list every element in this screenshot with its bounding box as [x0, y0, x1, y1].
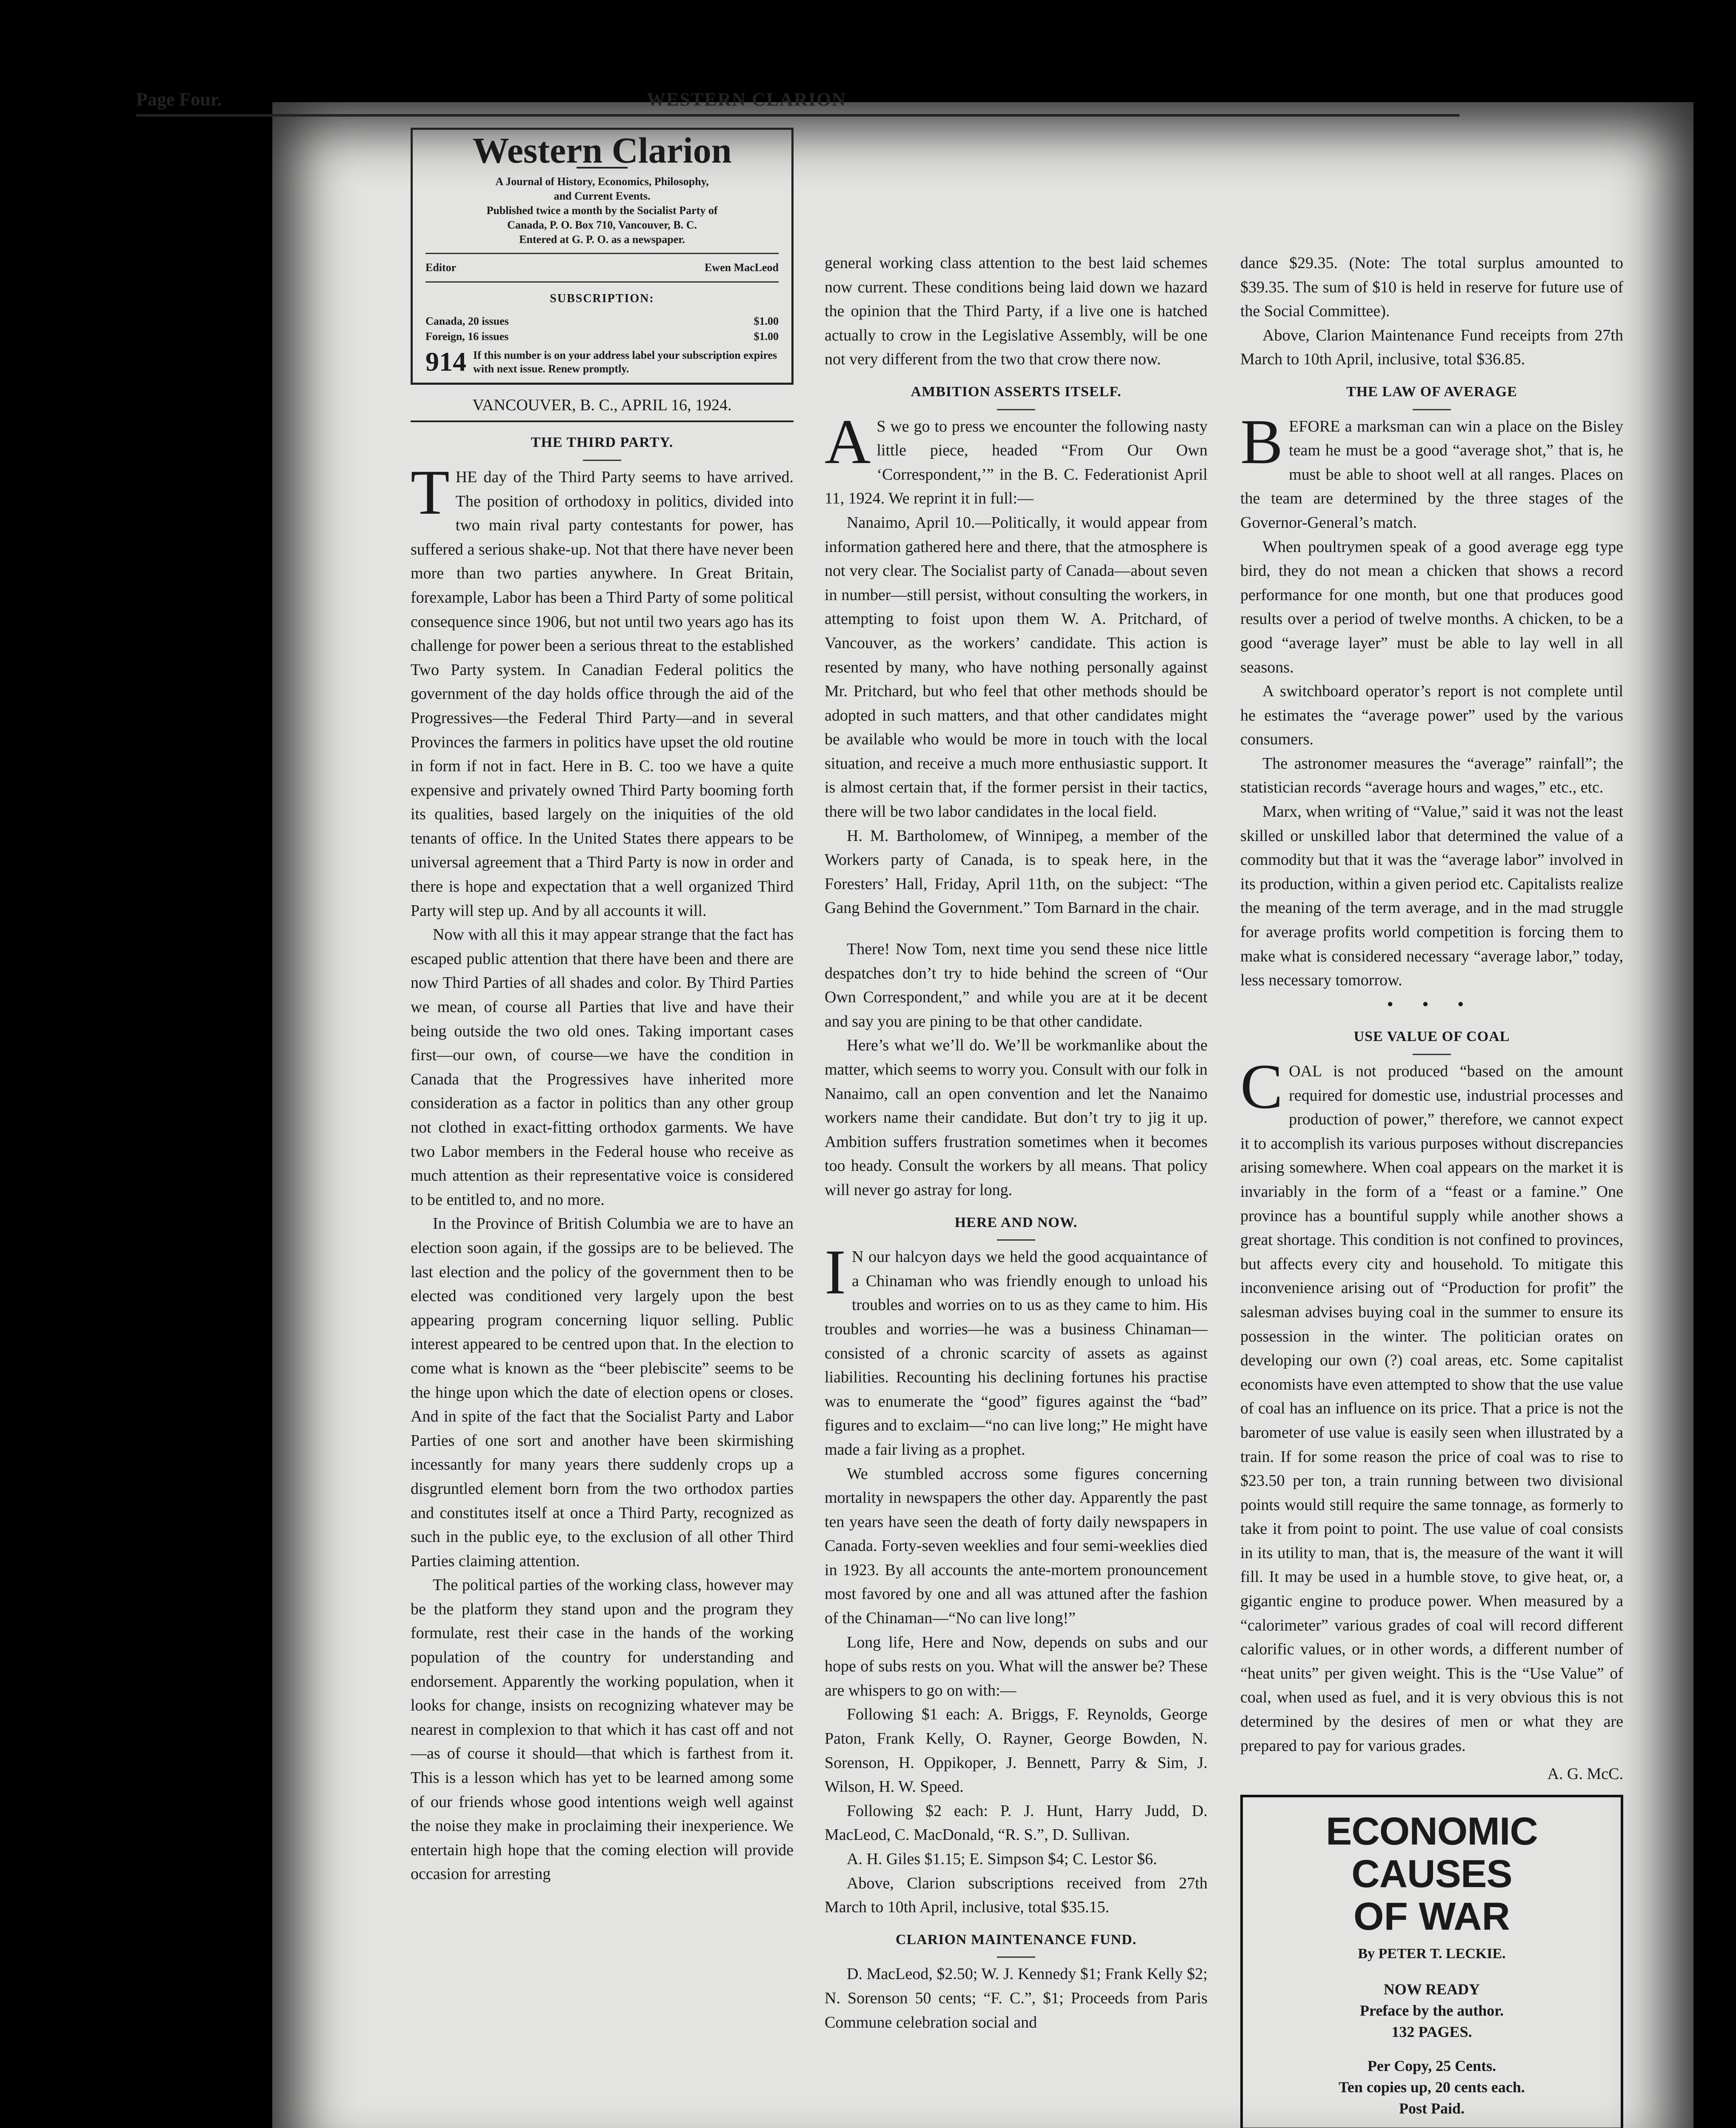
article-title-ambition: AMBITION ASSERTS ITSELF.: [825, 380, 1208, 410]
masthead-box: [411, 128, 794, 385]
article-paragraph: The astronomer measures the “average” rainfall”; the statistician records “average hours and wages,” etc., etc.: [1240, 754, 1623, 797]
renewal-notice: [425, 346, 779, 377]
article-title-here-now: HERE AND NOW.: [825, 1211, 1208, 1241]
masthead-title: Western Clarion: [472, 130, 732, 171]
dateline: VANCOUVER, B. C., APRIL 16, 1924.: [411, 393, 794, 423]
author-signature: A. G. McC.: [1547, 1765, 1623, 1783]
masthead-line-5: Entered at G. P. O. as a newspaper.: [519, 233, 685, 246]
article-paragraph: H. M. Bartholomew, of Winnipeg, a member of the Workers party of Canada, is to speak here, in the Foresters’ Hall, Friday, April 11th, on the subject: “The Gang Behind the Government.” Tom Barnard in the chair.: [825, 827, 1208, 917]
article-paragraph: Marx, when writing of “Value,” said it was not the least skilled or unskilled labor that determined the value of a commodity but that it was the “average labor” involved in its production, within a given period etc. Capitalists realize the meaning of the term average, and in the mad struggle for average profits world competition is forcing them to make what is considered necessary “average labor,” today, less necessary tomorrow.: [1240, 803, 1623, 990]
masthead-line-4: Canada, P. O. Box 710, Vancouver, B. C.: [507, 218, 697, 231]
article-paragraph: Long life, Here and Now, depends on subs and our hope of subs rests on you. What will the answer be? These are whispers to go on with:—: [825, 1633, 1208, 1699]
masthead-editor: [425, 253, 779, 283]
subscription-label: SUBSCRIPTION:: [550, 292, 654, 306]
running-title: WESTERN CLARION: [647, 89, 846, 110]
drop-cap: T: [411, 457, 450, 528]
article-paragraph: I N our halcyon days we held the good acquaintance of a Chinaman who was friendly enough to unload his troubles and worries on to us as they came to him. His troubles and worries—he was a business Chinaman— consisted of a chronic scarcity of assets as against liabilities. Recounting his declining fortunes his practise was to enumerate the “good” figures against the “bad” figures and to exclaim—“no can live long;” He might have made a fair living as a prophet.: [825, 1237, 1208, 1459]
ad-price: Ten copies up, 20 cents each.: [1339, 2079, 1525, 2096]
article-paragraph: Here’s what we’ll do. We’ll be workmanlike about the matter, which seems to worry you. Consult with our folk in Nanaimo, call an open convention and let the Nanaimo workers name their candidate. But don’t try to jig it up. Ambition suffers frustration sometimes when it becomes too heady. Consult the workers by all means. That policy will never go astray for long.: [825, 1036, 1208, 1199]
editor-label: Editor: [425, 261, 457, 274]
renewal-text: If this number is on your address label your subscription expires with next issue. Renew promptly.: [473, 349, 777, 375]
ad-line: 132 PAGES.: [1391, 2023, 1472, 2041]
ad-line: NOW READY: [1383, 1981, 1480, 1998]
article-paragraph: Above, Clarion subscriptions received from 27th March to 10th April, inclusive, total $35.15.: [825, 1874, 1208, 1916]
article-paragraph: A. H. Giles $1.15; E. Simpson $4; C. Lestor $6.: [847, 1850, 1157, 1868]
column-2: [825, 251, 1208, 2031]
rate-price: $1.00: [754, 330, 779, 343]
article-paragraph: BEFORE a marksman can win a place on the Bisley team he must be a good “average shot,” that is, he must be able to shoot well at all ranges. Places on the team are determined by the three stages of the Governor-General’s match.: [1240, 406, 1623, 532]
ad-price: Post Paid.: [1399, 2100, 1465, 2117]
article-paragraph: Nanaimo, April 10.—Politically, it would appear from information gathered here and there, that the atmosphere is not very clear. The Socialist party of Canada—about seven in number—still persist, without consulting the workers, in attempting to foist upon them W. A. Pritchard, of Vancouver, as the workers’ candidate. This action is resented by many, who have nothing personally against Mr. Pritchard, but who feel that other methods should be adopted in such matters, and that other candidates might be available who would be more in touch with the local situation, and receive a much more enthusiastic support. It is almost certain that, if the former persist in their tactics, there will be two labor candidates in the local field.: [825, 513, 1208, 821]
column-1: [411, 128, 794, 2017]
rate-row-foreign: [425, 329, 779, 344]
article-paragraph: When poultrymen speak of a good average egg type bird, they do not mean a chicken that shows a record performance for one month, but one that produces good results over a period of twelve months. A chicken, to be a good “average layer” must be able to lay well in all seasons.: [1240, 538, 1623, 676]
masthead-line-3: Published twice a month by the Socialist Party of: [486, 204, 718, 217]
ad-title-line-2: OF WAR: [1353, 1894, 1510, 1938]
drop-cap: I: [825, 1237, 846, 1308]
article-title-third-party: THE THIRD PARTY.: [411, 431, 794, 461]
rate-label: Foreign, 16 issues: [425, 330, 509, 343]
rate-row-canada: [425, 314, 779, 329]
ad-price: Per Copy, 25 Cents.: [1367, 2057, 1496, 2075]
article-paragraph: In the Province of British Columbia we are to have an election soon again, if the gossips are to be believed. The last election and the policy of the government then to be elected was conditioned very largely upon the best appearing program concerning liquor selling. Public interest appeared to be centred upon that. In the election to come what is known as the “beer plebiscite” seems to be the hinge upon which the date of election opens or closes. And in spite of the fact that the Socialist Party and Labor Parties of one sort and another have been skirmishing incessantly for many years there suddenly crops up a disgruntled element born from the two orthodox parties and constitutes itself at once a Third Party, recognized as such in the public eye, to the exclusion of all other Third Parties claiming attention.: [411, 1215, 794, 1570]
rate-label: Canada, 20 issues: [425, 315, 509, 327]
article-paragraph: Following $1 each: A. Briggs, F. Reynolds, George Paton, Frank Kelly, O. Rayner, George Bowden, N. Sorenson, H. Oppikoper, J. Bennett, Parry & Sim, J. Wilson, H. W. Speed.: [825, 1705, 1208, 1796]
article-continuation: dance $29.35. (Note: The total surplus amounted to $39.35. The sum of $10 is held in reserve for future use of the Social Committee).: [1240, 254, 1623, 320]
section-divider: • • •: [1387, 995, 1476, 1013]
article-paragraph: We stumbled accross some figures concerning mortality in newspapers the other day. Apparently the past ten years have seen the death of forty daily newspapers in Canada. Forty-seven weeklies and four semi-weeklies died in 1923. By all accounts the ante-mortem pronouncement most favored by one and all was attuned after the fashion of the Chinaman—“No can live long!”: [825, 1464, 1208, 1627]
masthead-line-2: and Current Events.: [554, 189, 651, 202]
rate-price: $1.00: [754, 315, 779, 327]
article-title-law-of-average: THE LAW OF AVERAGE: [1240, 380, 1623, 410]
article-paragraph: A switchboard operator’s report is not complete until he estimates the “average power” used by the various consumers.: [1240, 682, 1623, 749]
drop-cap: C: [1240, 1051, 1283, 1122]
article-paragraph: Above, Clarion Maintenance Fund receipts from 27th March to 10th April, inclusive, total $36.85.: [1240, 326, 1623, 369]
article-paragraph: Following $2 each: P. J. Hunt, Harry Judd, D. MacLeod, C. MacDonald, “R. S.”, D. Sullivan.: [825, 1802, 1208, 1844]
article-paragraph: Now with all this it may appear strange that the fact has escaped public attention that there have been and there are now Third Parties of all shades and color. By Third Parties we mean, of course all Parties that live and have their being outside the two old ones. Taking important cases first—our own, of course—we have the condition in Canada that the Progressives have inherited more consideration as a factor in politics than any other group not clothed in exact-fitting orthodox garments. We have two Labor members in the Federal house who receive as much attention as their representative voice is considered to be entitled to, and no more.: [411, 926, 794, 1209]
article-paragraph: D. MacLeod, $2.50; W. J. Kennedy $1; Frank Kelly $2; N. Sorenson 50 cents; “F. C.”, $1; Proceeds from Paris Commune celebration social and: [825, 1965, 1208, 2031]
column-3: [1240, 251, 1623, 2117]
issue-number: 914: [425, 346, 466, 377]
ad-title-line-1: ECONOMIC CAUSES: [1326, 1809, 1538, 1896]
article-continuation: general working class attention to the best laid schemes now current. These conditions being laid down we hazard the opinion that the Third Party, if a live one is hatched actually to crow in the Legislative Assembly, will be one not very different from the two that crow there now.: [825, 254, 1208, 369]
book-advertisement: [1240, 1795, 1623, 2128]
article-paragraph: There! Now Tom, next time you send these nice little despatches don’t try to hide behind the screen of “Our Own Correspondent,” and while you are at it be decent and say you are pining to be that other candidate.: [825, 940, 1208, 1030]
drop-cap: A: [825, 406, 871, 477]
article-paragraph: COAL is not produced “based on the amount required for domestic use, industrial processes and production of power,” therefore, we cannot expect it to accomplish its various purposes without discrepancies arising somewhere. When coal appears on the market it is invariably in the form of a “feast or a famine.” One province has a bountiful supply while another shows a great shortage. This condition is not confined to provinces, but affects every city and household. To mitigate this inconvenience arising out of “Production for profit” the salesman advises buying coal in the summer to ensure its possession in the winter. The politician orates on developing our own (?) coal areas, etc. Some capitalist economists have even attempted to show that the use value of coal has an influence on its price. That a price is not the barometer of use value is easily seen when illustrated by a train. If for some reason the price of coal was to rise to $23.50 per ton, a train running between two divisional points would still require the same tonnage, as formerly to take it from point to point. The use value of coal consists in its utility to man, that is, the measure of the want it will fill. It may be used in a humble stove, to give heat, or, a gigantic engine to produce power. When measured by a “calorimeter” various grades of coal will record different calorific values, or in other words, a different number of “heat units” per given weight. This is the “Use Value” of coal, when used as fuel, and it is very obvious this is not determined by the desires of men or what they are prepared to pay for various grades.: [1240, 1051, 1623, 1755]
editor-name: Ewen MacLeod: [704, 261, 779, 274]
article-paragraph: A S we go to press we encounter the following nasty little piece, headed “From Our Own ‘Correspondent,’” in the B. C. Federationist April 11, 1924. We reprint it in full:—: [825, 406, 1208, 508]
article-paragraph: THE day of the Third Party seems to have arrived. The position of orthodoxy in politics, divided into two main rival party contestants for power, has suffered a serious shake-up. Not that there have never been more than two parties anywhere. In Great Britain, forexample, Labor has been a Third Party of some political consequence since 1906, but not until two years ago has its challenge for power been a serious threat to the established Two Party system. In Canadian Federal politics the government of the day holds office through the aid of the Progressives—the Federal Third Party—and in several Provinces the farmers in politics have upset the old routine in form if not in fact. Here in B. C. too we have a quite expensive and privately owned Third Party booming forth its qualities, based largely on the iniquities of the old tenants of office. In the United States there appears to be universal agreement that a Third Party is now in order and there is hope and expectation that a well organized Third Party will step up. And by all accounts it will.: [411, 457, 794, 920]
article-title-maintenance: CLARION MAINTENANCE FUND.: [825, 1928, 1208, 1958]
page-header: [136, 89, 1459, 117]
drop-cap: B: [1240, 406, 1283, 477]
article-paragraph: The political parties of the working class, however may be the platform they stand upon and the program they formulate, rest their case in the hands of the working population of the country for understanding and endorsement. Apparently the working population, when it looks for change, insists on recognizing whatever may be nearest in complexion to that which it has cast off and not—as of course it should—that which is farthest from it. This is a lesson which has yet to be learned among some of our friends whose good intentions weigh well against the noise they make in proclaiming their inexperience. We entertain high hope that the coming election will provide occasion for arresting: [411, 1576, 794, 1883]
masthead-line-1: A Journal of History, Economics, Philosophy,: [495, 175, 709, 188]
article-title-use-value: USE VALUE OF COAL: [1240, 1025, 1623, 1055]
ad-line: Preface by the author.: [1360, 2002, 1504, 2019]
page-number: Page Four.: [136, 89, 222, 110]
ad-author: By PETER T. LECKIE.: [1358, 1945, 1506, 1962]
